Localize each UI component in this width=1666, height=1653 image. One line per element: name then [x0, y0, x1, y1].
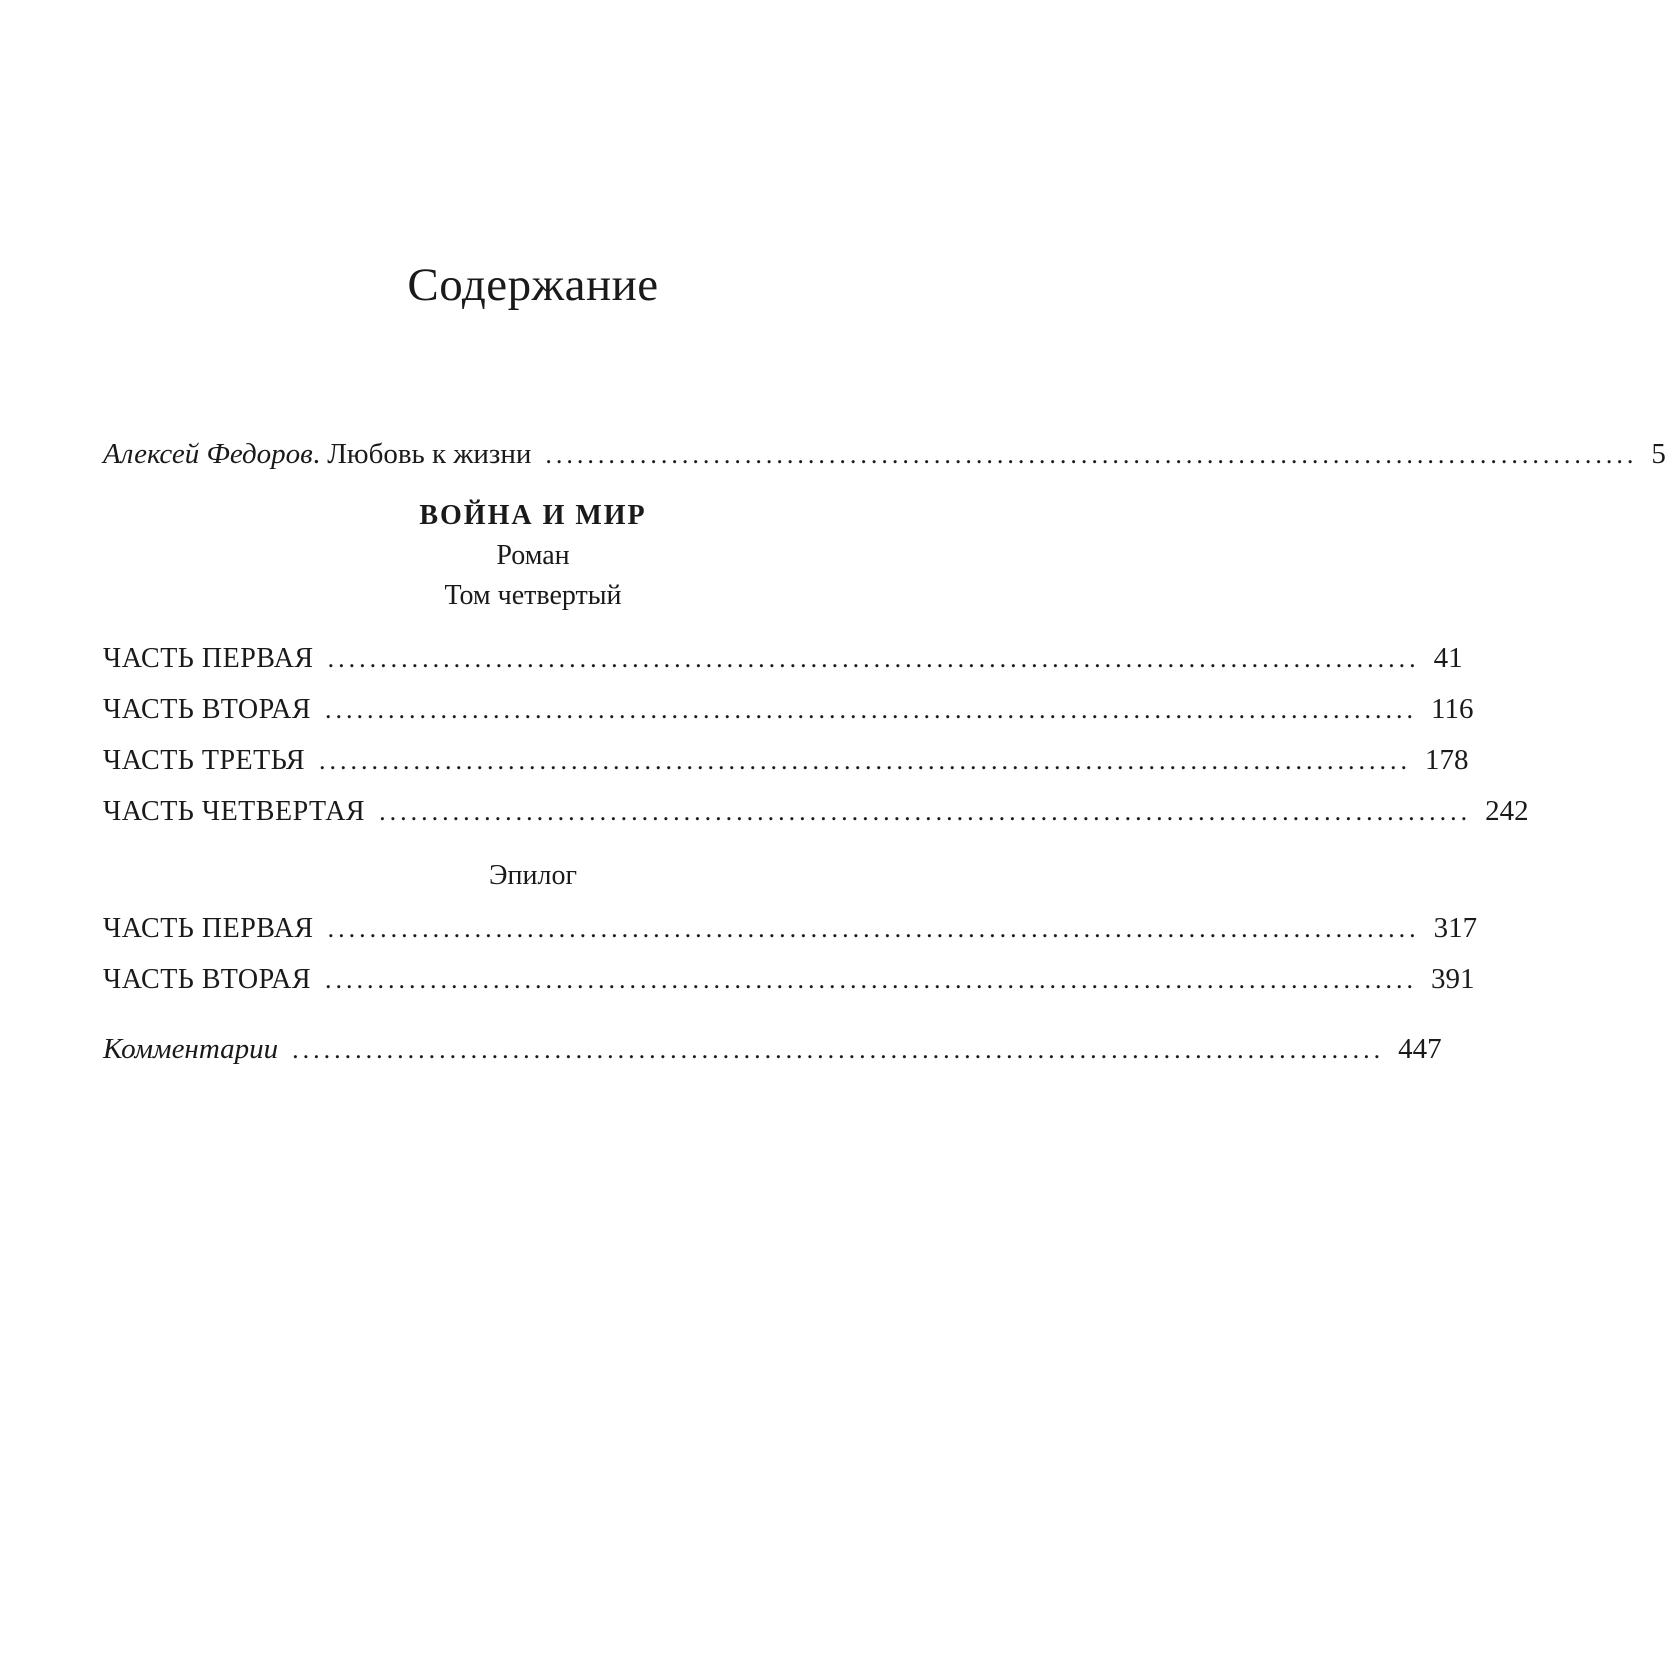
page-title: Содержание	[407, 259, 659, 311]
dot-leader: ........................................................................................................	[325, 695, 1418, 724]
dot-leader: ........................................................................................................	[379, 797, 1472, 826]
toc-entry-epilogue-part-1[interactable]	[103, 910, 1478, 947]
toc-entry-part-3[interactable]	[103, 742, 1469, 779]
toc-entry-label: ЧАСТЬ ПЕРВАЯ	[103, 643, 314, 674]
work-volume: Том четвертый	[444, 580, 622, 611]
page-number: 178	[1425, 744, 1469, 776]
page-number: 41	[1433, 642, 1463, 674]
dot-leader: ........................................................................................................	[327, 914, 1420, 943]
dot-leader: ........................................................................................................	[292, 1035, 1385, 1064]
preface-separator: .	[312, 438, 328, 470]
preface-title: Любовь к жизни	[327, 438, 532, 470]
toc-entry-part-4[interactable]	[103, 793, 1529, 830]
toc-entry-label: Комментарии	[103, 1033, 279, 1065]
work-genre: Роман	[496, 540, 570, 571]
page-number: 391	[1431, 963, 1475, 995]
work-title: ВОЙНА И МИР	[419, 500, 647, 531]
toc-entry-preface[interactable]	[103, 436, 1666, 473]
page-number: 447	[1398, 1033, 1442, 1065]
dot-leader: ........................................................................................................	[327, 644, 1420, 673]
page-number: 116	[1431, 693, 1474, 725]
toc-entry-label: ЧАСТЬ ПЕРВАЯ	[103, 913, 314, 944]
toc-entry-label	[103, 436, 531, 472]
toc-entry-part-2[interactable]	[103, 691, 1474, 728]
toc-entry-epilogue-part-2[interactable]	[103, 961, 1475, 998]
dot-leader: ........................................................................................................	[545, 440, 1638, 469]
toc-entry-label: ЧАСТЬ ВТОРАЯ	[103, 964, 312, 995]
toc-entry-comments[interactable]	[103, 1031, 1442, 1068]
epilogue-heading: Эпилог	[489, 860, 577, 891]
toc-entry-label: ЧАСТЬ ЧЕТВЕРТАЯ	[103, 796, 366, 827]
dot-leader: ........................................................................................................	[325, 965, 1418, 994]
toc-entry-label: ЧАСТЬ ВТОРАЯ	[103, 694, 312, 725]
preface-author: Алексей Федоров	[103, 438, 313, 470]
dot-leader: ........................................................................................................	[319, 746, 1412, 775]
toc-entry-part-1[interactable]	[103, 640, 1463, 677]
page-number: 5	[1651, 438, 1666, 470]
page-number: 242	[1485, 795, 1529, 827]
toc-entry-label: ЧАСТЬ ТРЕТЬЯ	[103, 745, 306, 776]
page-number: 317	[1433, 912, 1478, 944]
